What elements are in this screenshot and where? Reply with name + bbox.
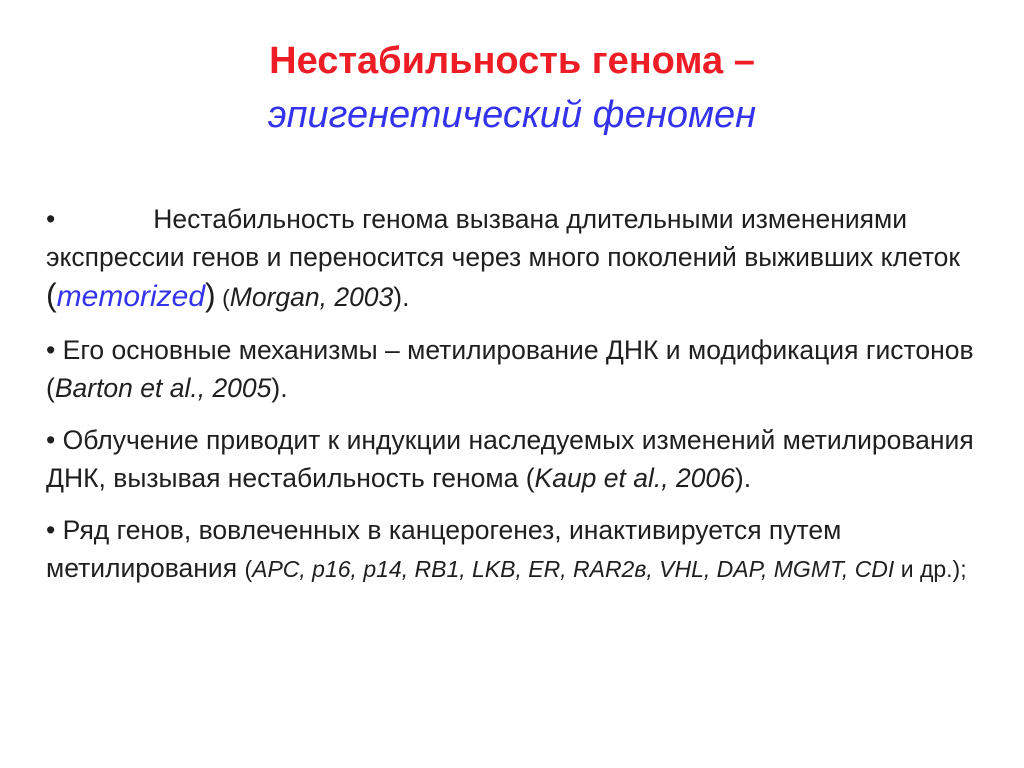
paragraph-text: Ряд генов, вовлеченных в канцерогенез, инактивируется путем метилирования [46, 515, 842, 583]
gene-list-tail: и др.); [894, 556, 967, 582]
citation-reference: Morgan, 2003 [229, 282, 394, 312]
bullet-paragraph-2 [46, 331, 996, 407]
bullet-icon: • [46, 335, 56, 365]
slide-title [0, 38, 1024, 139]
bullet-icon: • [46, 515, 56, 545]
bullet-paragraph-3 [46, 421, 996, 497]
citation-open: ( [215, 285, 230, 311]
memorized-term: memorized [56, 280, 206, 313]
title-line-subtitle: эпигенетический феномен [267, 94, 757, 137]
paragraph-text: Нестабильность генома вызвана длительными изменениями экспрессии генов и переносится через много поколений выживших клеток [46, 204, 961, 272]
bullet-icon: • [46, 425, 56, 455]
paren-close: ) [205, 277, 216, 313]
citation-close: ). [271, 373, 288, 403]
citation-close: ). [734, 463, 752, 493]
citation-reference: Kaup et al., 2006 [534, 463, 735, 493]
citation-close: ). [393, 282, 410, 312]
bullet-icon: • [46, 204, 56, 234]
paren-open: ( [46, 277, 57, 313]
bullet-paragraph-1 [46, 200, 996, 317]
paren-open: ( [244, 556, 253, 582]
citation-reference: Barton et al., 2005 [54, 373, 272, 403]
gene-list: APC, p16, p14, RB1, LKB, ER, RAR2в, VHL, DAP, MGMT, CDI [252, 556, 895, 582]
slide-body [46, 200, 996, 602]
title-line-main: Нестабильность генома – [269, 40, 755, 82]
paragraph-text: Облучение приводит к индукции наследуемых изменений метилирования ДНК, вызывая нестабильность генома ( [46, 425, 974, 493]
paragraph-text: Его основные механизмы – метилирование ДНК и модификация гистонов ( [46, 335, 974, 403]
bullet-paragraph-4 [46, 511, 996, 588]
